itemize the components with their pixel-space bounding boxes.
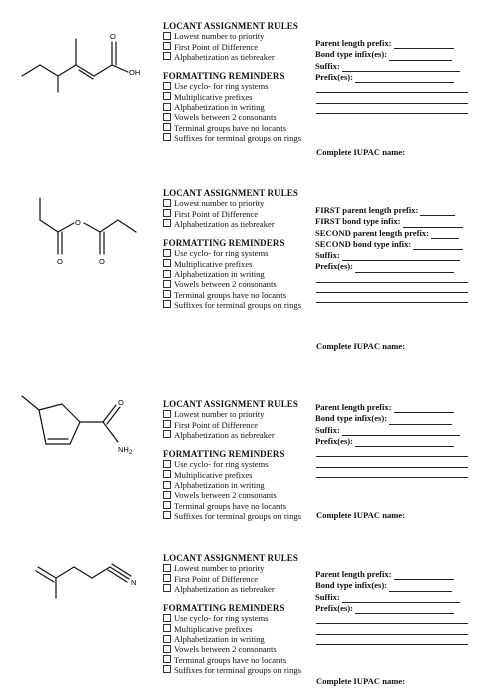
formatting-heading: FORMATTING REMINDERS xyxy=(163,449,285,460)
formatting-item[interactable]: Vowels between 2 consonants xyxy=(163,644,301,654)
answer-fields-1 xyxy=(315,38,468,114)
prefix-field[interactable]: Prefix(es): xyxy=(315,436,468,447)
formatting-item[interactable]: Suffixes for terminal groups on rings xyxy=(163,300,301,310)
checkbox-icon[interactable] xyxy=(163,584,171,592)
prefix-blank-line[interactable] xyxy=(316,447,468,457)
locant-rules-heading: LOCANT ASSIGNMENT RULES xyxy=(163,21,299,31)
formatting-item[interactable]: Multiplicative prefixes xyxy=(163,259,301,269)
first-bond-type-field[interactable]: FIRST bond type infix: xyxy=(315,216,468,227)
formatting-item[interactable]: Suffixes for terminal groups on rings xyxy=(163,133,301,143)
bond-type-field[interactable]: Bond type infix(es): xyxy=(315,413,468,424)
rule-item[interactable]: Lowest number to priority xyxy=(163,563,301,573)
parent-length-field[interactable]: Parent length prefix: xyxy=(315,402,468,413)
suffix-field[interactable]: Suffix: xyxy=(315,425,468,436)
answer-fields-4 xyxy=(315,569,468,645)
answer-fields-2 xyxy=(315,205,468,303)
molecule-4-label-0: N xyxy=(131,578,137,587)
first-parent-length-field[interactable]: FIRST parent length prefix: xyxy=(315,205,468,216)
molecule-3-label-0: O xyxy=(118,398,124,407)
checkbox-icon[interactable] xyxy=(163,655,171,663)
molecule-structure-4 xyxy=(8,548,158,608)
checkbox-icon[interactable] xyxy=(163,501,171,509)
prefix-blank-line[interactable] xyxy=(316,93,468,103)
rule-item[interactable]: Alphabetization as tiebreaker xyxy=(163,219,301,229)
formatting-item[interactable]: Multiplicative prefixes xyxy=(163,470,301,480)
rule-item[interactable]: First Point of Difference xyxy=(163,209,301,219)
checkbox-icon[interactable] xyxy=(163,290,171,298)
checkbox-icon[interactable] xyxy=(163,564,171,572)
molecule-3-label-1: $NH_2$ xyxy=(118,445,133,456)
checkbox-icon[interactable] xyxy=(163,491,171,499)
prefix-blank-line[interactable] xyxy=(316,614,468,624)
checkbox-icon[interactable] xyxy=(163,665,171,673)
prefix-blank-line[interactable] xyxy=(316,457,468,467)
molecule-structure-2 xyxy=(8,180,158,280)
complete-iupac-label: Complete IUPAC name: xyxy=(316,676,406,686)
checkbox-icon[interactable] xyxy=(163,300,171,308)
formatting-item[interactable]: Suffixes for terminal groups on rings xyxy=(163,511,301,521)
checkbox-icon[interactable] xyxy=(163,410,171,418)
checkbox-icon[interactable] xyxy=(163,460,171,468)
prefix-field[interactable]: Prefix(es): xyxy=(315,261,468,272)
molecule-2-label-0: O xyxy=(75,218,81,227)
checkbox-icon[interactable] xyxy=(163,574,171,582)
formatting-item[interactable]: Vowels between 2 consonants xyxy=(163,490,301,500)
checkbox-icon[interactable] xyxy=(163,280,171,288)
suffix-field[interactable]: Suffix: xyxy=(315,592,468,603)
molecule-1-label-0: OH xyxy=(129,68,141,77)
locant-rules-heading: LOCANT ASSIGNMENT RULES xyxy=(163,553,299,563)
rule-item[interactable]: Lowest number to priority xyxy=(163,31,301,41)
formatting-heading: FORMATTING REMINDERS xyxy=(163,71,285,82)
checkbox-icon[interactable] xyxy=(163,209,171,217)
molecule-structure-1 xyxy=(8,14,158,114)
parent-length-field[interactable]: Parent length prefix: xyxy=(315,569,468,580)
checkbox-icon[interactable] xyxy=(163,270,171,278)
complete-iupac-label: Complete IUPAC name: xyxy=(316,510,406,520)
formatting-item[interactable]: Terminal groups have no locants xyxy=(163,501,301,511)
molecule-structure-3 xyxy=(8,388,163,488)
formatting-item[interactable]: Multiplicative prefixes xyxy=(163,624,301,634)
checkbox-icon[interactable] xyxy=(163,133,171,141)
formatting-item[interactable]: Multiplicative prefixes xyxy=(163,92,301,102)
second-bond-type-field[interactable]: SECOND bond type infix: xyxy=(315,239,468,250)
checkbox-icon[interactable] xyxy=(163,199,171,207)
checkbox-icon[interactable] xyxy=(163,103,171,111)
formatting-item[interactable]: Use cyclo- for ring systems xyxy=(163,459,301,469)
bond-type-field[interactable]: Bond type infix(es): xyxy=(315,580,468,591)
prefix-field[interactable]: Prefix(es): xyxy=(315,603,468,614)
formatting-item[interactable]: Vowels between 2 consonants xyxy=(163,279,301,289)
rule-item[interactable]: Lowest number to priority xyxy=(163,198,301,208)
prefix-blank-line[interactable] xyxy=(316,468,468,478)
formatting-item[interactable]: Use cyclo- for ring systems xyxy=(163,248,301,258)
formatting-item[interactable]: Suffixes for terminal groups on rings xyxy=(163,665,301,675)
prefix-blank-line[interactable] xyxy=(316,283,468,293)
prefix-blank-line[interactable] xyxy=(316,104,468,114)
suffix-field[interactable]: Suffix: xyxy=(315,250,468,261)
checkbox-icon[interactable] xyxy=(163,470,171,478)
checkbox-icon[interactable] xyxy=(163,32,171,40)
rule-item[interactable]: First Point of Difference xyxy=(163,574,301,584)
checkbox-icon[interactable] xyxy=(163,42,171,50)
rule-item[interactable]: First Point of Difference xyxy=(163,42,301,52)
formatting-item[interactable]: Alphabetization in writing xyxy=(163,102,301,112)
answer-fields-3 xyxy=(315,402,468,478)
checkbox-icon[interactable] xyxy=(163,52,171,60)
molecule-2-label-1: O xyxy=(57,257,63,266)
formatting-item[interactable]: Alphabetization in writing xyxy=(163,634,301,644)
rules-block-1 xyxy=(163,21,301,143)
prefix-blank-line[interactable] xyxy=(316,273,468,283)
formatting-heading: FORMATTING REMINDERS xyxy=(163,238,285,249)
checkbox-icon[interactable] xyxy=(163,624,171,632)
locant-rules-heading: LOCANT ASSIGNMENT RULES xyxy=(163,188,299,198)
formatting-item[interactable]: Terminal groups have no locants xyxy=(163,655,301,665)
checkbox-icon[interactable] xyxy=(163,645,171,653)
checkbox-icon[interactable] xyxy=(163,219,171,227)
checkbox-icon[interactable] xyxy=(163,430,171,438)
formatting-item[interactable]: Vowels between 2 consonants xyxy=(163,112,301,122)
prefix-blank-line[interactable] xyxy=(316,624,468,634)
rules-block-3 xyxy=(163,399,301,521)
prefix-field[interactable]: Prefix(es): xyxy=(315,72,468,83)
prefix-blank-line[interactable] xyxy=(316,635,468,645)
prefix-blank-line[interactable] xyxy=(316,293,468,303)
rule-item[interactable]: Alphabetization as tiebreaker xyxy=(163,430,301,440)
locant-rules-heading: LOCANT ASSIGNMENT RULES xyxy=(163,399,299,409)
checkbox-icon[interactable] xyxy=(163,123,171,131)
checkbox-icon[interactable] xyxy=(163,249,171,257)
formatting-item[interactable]: Use cyclo- for ring systems xyxy=(163,81,301,91)
rules-block-2 xyxy=(163,188,301,310)
checkbox-icon[interactable] xyxy=(163,420,171,428)
checkbox-icon[interactable] xyxy=(163,511,171,519)
checkbox-icon[interactable] xyxy=(163,113,171,121)
formatting-item[interactable]: Terminal groups have no locants xyxy=(163,123,301,133)
suffix-field[interactable]: Suffix: xyxy=(315,61,468,72)
checkbox-icon[interactable] xyxy=(163,481,171,489)
second-parent-length-field[interactable]: SECOND parent length prefix: xyxy=(315,228,468,239)
formatting-item[interactable]: Use cyclo- for ring systems xyxy=(163,613,301,623)
checkbox-icon[interactable] xyxy=(163,92,171,100)
rule-item[interactable]: Lowest number to priority xyxy=(163,409,301,419)
formatting-heading: FORMATTING REMINDERS xyxy=(163,603,285,614)
rule-item[interactable]: First Point of Difference xyxy=(163,420,301,430)
bond-type-field[interactable]: Bond type infix(es): xyxy=(315,49,468,60)
molecule-1-label-1: O xyxy=(110,32,116,41)
rule-item[interactable]: Alphabetization as tiebreaker xyxy=(163,52,301,62)
molecule-2-label-2: O xyxy=(99,257,105,266)
prefix-blank-line[interactable] xyxy=(316,83,468,93)
formatting-item[interactable]: Alphabetization in writing xyxy=(163,269,301,279)
formatting-item[interactable]: Terminal groups have no locants xyxy=(163,290,301,300)
formatting-item[interactable]: Alphabetization in writing xyxy=(163,480,301,490)
rules-block-4 xyxy=(163,553,301,675)
checkbox-icon[interactable] xyxy=(163,259,171,267)
complete-iupac-label: Complete IUPAC name: xyxy=(316,341,406,351)
complete-iupac-label: Complete IUPAC name: xyxy=(316,147,406,157)
checkbox-icon[interactable] xyxy=(163,614,171,622)
rule-item[interactable]: Alphabetization as tiebreaker xyxy=(163,584,301,594)
parent-length-field[interactable]: Parent length prefix: xyxy=(315,38,468,49)
checkbox-icon[interactable] xyxy=(163,635,171,643)
checkbox-icon[interactable] xyxy=(163,82,171,90)
